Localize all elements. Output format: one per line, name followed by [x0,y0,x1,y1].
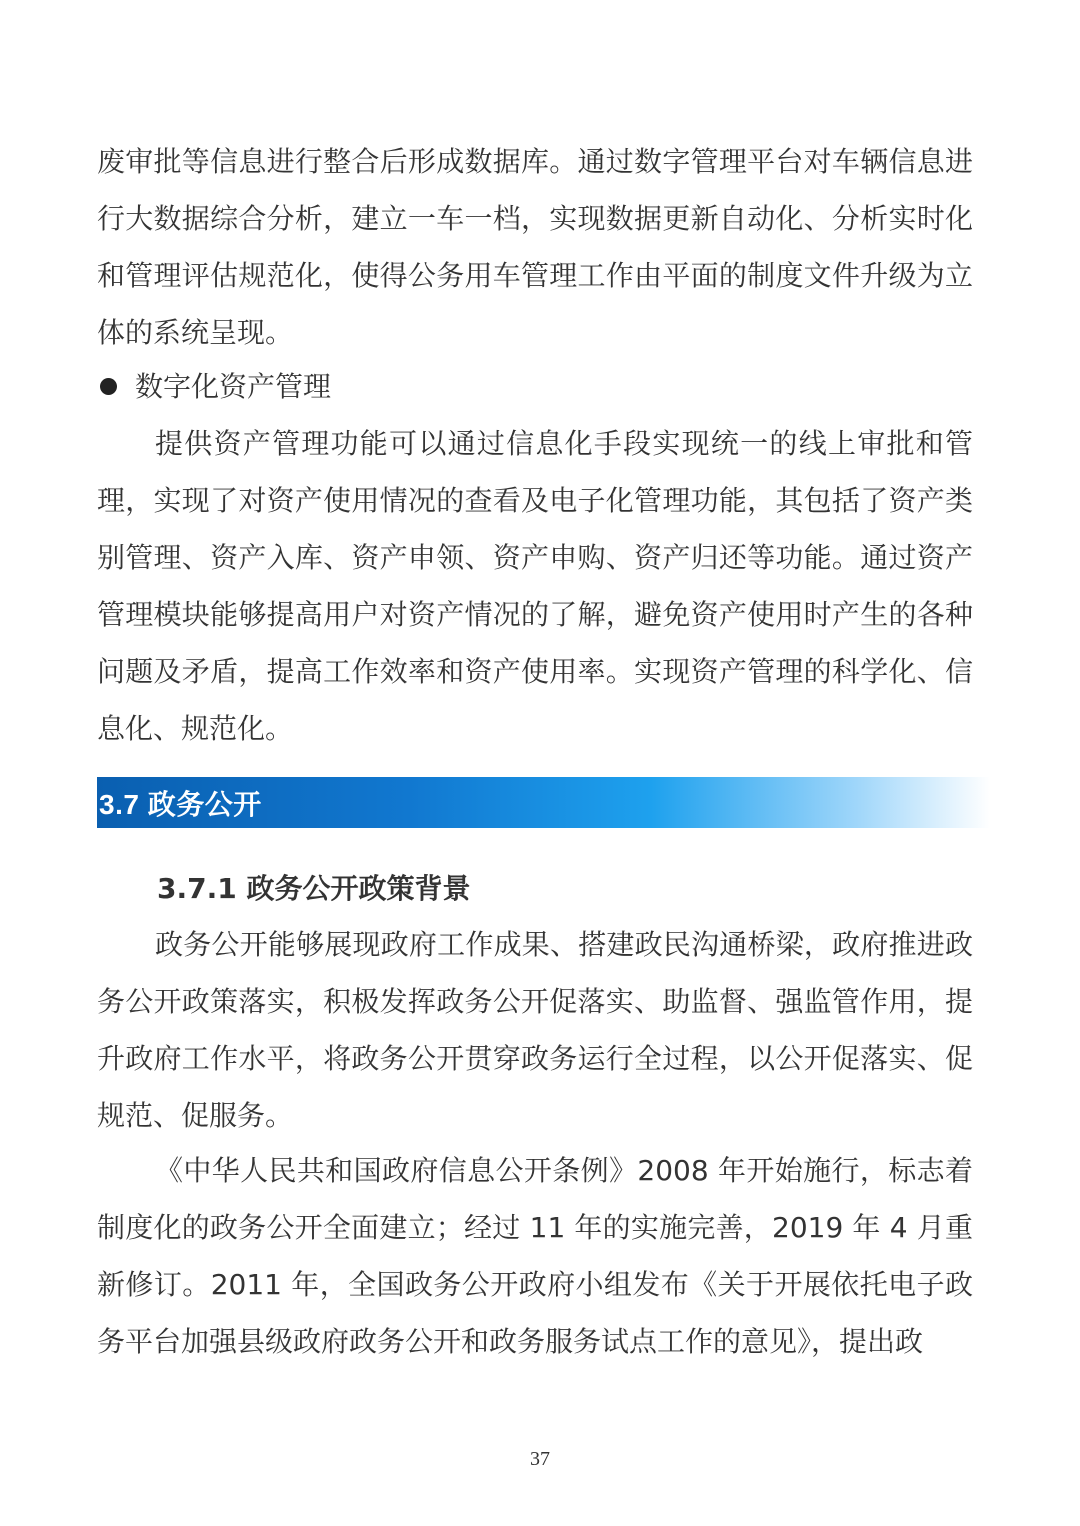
page-number: 37 [530,1448,550,1470]
paragraph-asset-management: 提供资产管理功能可以通过信息化手段实现统一的线上审批和管理，实现了对资产使用情况的查看及电子化管理功能，其包括了资产类别管理、资产入库、资产申领、资产申购、资产归还等功能。通过资产管理模块能够提高用户对资产情况的了解，避免资产使用时产生的各种问题及矛盾，提高工作效率和资产使用率。实现资产管理的科学化、信息化、规范化。 [97,427,973,745]
bullet-dot-icon [100,378,117,395]
section-title: 3.7 政务公开 [99,788,262,820]
bullet-item-digital-assets [97,358,973,415]
paragraph-regulations: 《中华人民共和国政府信息公开条例》2008 年开始施行，标志着制度化的政务公开全面建立；经过 11 年的实施完善，2019 年 4 月重新修订。2011 年，全国政务公开政府小组发布《关于开展依托电子政务平台加强县级政府政务公开和政务服务试点工作的意见》，提出政 [97,1154,973,1358]
paragraph-vehicle-data: 废审批等信息进行整合后形成数据库。通过数字管理平台对车辆信息进行大数据综合分析，建立一车一档，实现数据更新自动化、分析实时化和管理评估规范化，使得公务用车管理工作由平面的制度文件升级为立体的系统呈现。 [97,145,973,349]
section-heading-bar [97,777,990,828]
paragraph-gov-affairs-openness: 政务公开能够展现政府工作成果、搭建政民沟通桥梁，政府推进政务公开政策落实，积极发挥政务公开促落实、助监督、强监管作用，提升政府工作水平，将政务公开贯穿政务运行全过程，以公开促落实、促规范、促服务。 [97,928,973,1132]
bullet-label: 数字化资产管理 [135,370,332,403]
subsection-heading: 3.7.1 政务公开政策背景 [157,872,471,905]
